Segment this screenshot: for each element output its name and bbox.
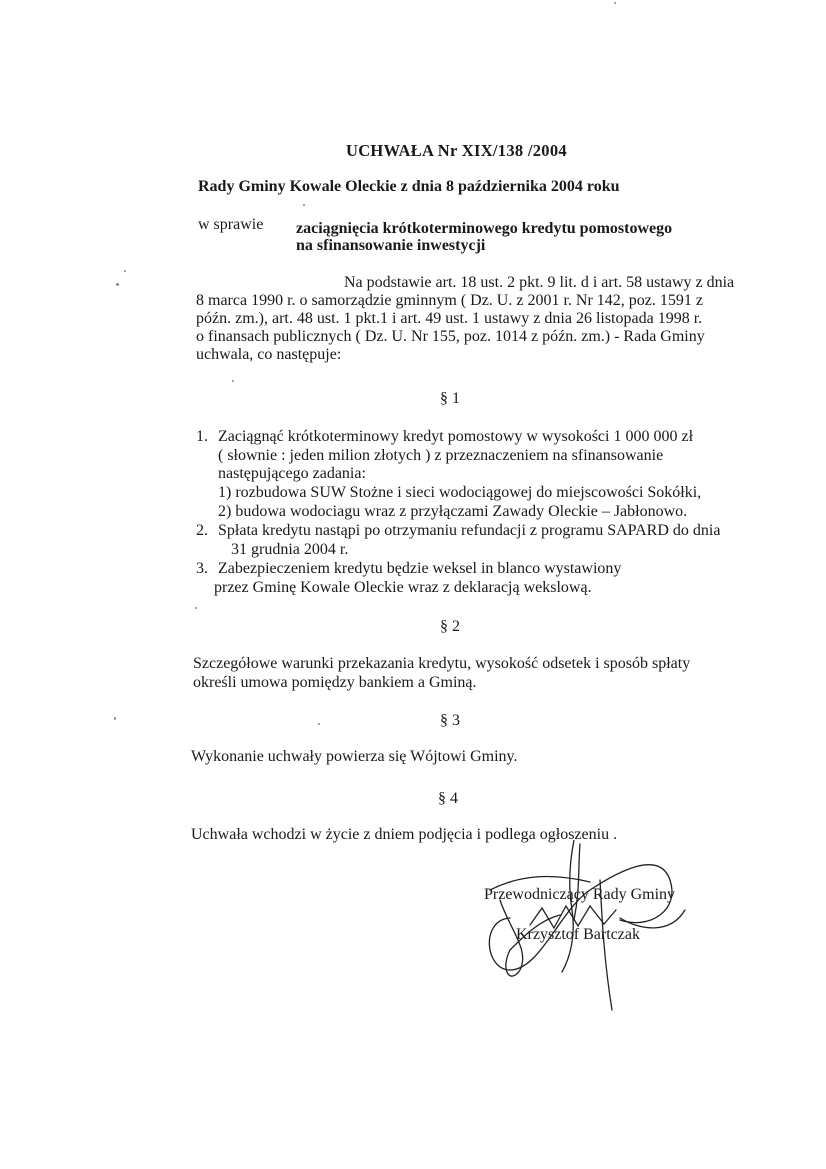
preamble-line-3: późn. zm.), art. 48 ust. 1 pkt.1 i art. 49 ust. 1 ustawy z dnia 26 listopada 1998 r. bbox=[196, 310, 703, 327]
item-1-line-5: 2) budowa wodociagu wraz z przyłączami Zawady Oleckie – Jabłonowo. bbox=[218, 503, 688, 520]
section-4-heading: § 4 bbox=[438, 790, 458, 807]
item-1-line-1: Zaciągnąć krótkoterminowy kredyt pomostowy w wysokości 1 000 000 zł bbox=[218, 428, 694, 445]
scan-speck bbox=[124, 270, 126, 272]
resolution-subtitle: Rady Gminy Kowale Oleckie z dnia 8 października 2004 roku bbox=[198, 178, 620, 195]
scan-speck bbox=[116, 283, 119, 286]
scan-speck bbox=[614, 2, 616, 4]
item-3-number: 3. bbox=[196, 560, 208, 577]
subject-label: w sprawie bbox=[198, 216, 264, 233]
item-1-line-2: ( słownie : jeden milion złotych ) z przeznaczeniem na sfinansowanie bbox=[218, 447, 664, 464]
preamble-line-1: Na podstawie art. 18 ust. 2 pkt. 9 lit. d i art. 58 ustawy z dnia bbox=[344, 274, 735, 291]
scan-speck bbox=[318, 723, 320, 725]
scan-speck bbox=[303, 204, 305, 206]
preamble-line-2: 8 marca 1990 r. o samorządzie gminnym ( Dz. U. z 2001 r. Nr 142, poz. 1591 z bbox=[196, 292, 703, 309]
item-3-line-1: Zabezpieczeniem kredytu będzie weksel in blanco wystawiony bbox=[218, 560, 622, 577]
item-1-number: 1. bbox=[196, 428, 208, 445]
handwritten-signature bbox=[470, 840, 710, 1020]
item-1-line-4: 1) rozbudowa SUW Stożne i sieci wodociągowej do miejscowości Sokółki, bbox=[218, 484, 702, 501]
section-2-line-2: określi umowa pomiędzy bankiem a Gminą. bbox=[193, 674, 477, 691]
signatory-role: Przewodniczący Rady Gminy bbox=[484, 886, 676, 903]
item-2-line-1: Spłata kredytu nastąpi po otrzymaniu refundacji z programu SAPARD do dnia bbox=[218, 522, 721, 539]
section-2-line-1: Szczegółowe warunki przekazania kredytu, wysokość odsetek i sposób spłaty bbox=[193, 655, 691, 672]
item-1-line-3: następującego zadania: bbox=[218, 465, 366, 482]
scan-speck bbox=[114, 717, 116, 720]
resolution-title: UCHWAŁA Nr XIX/138 /2004 bbox=[346, 141, 567, 160]
item-3-line-2: przez Gminę Kowale Oleckie wraz z deklaracją wekslową. bbox=[214, 579, 592, 596]
preamble-line-4: o finansach publicznych ( Dz. U. Nr 155, poz. 1014 z późn. zm.) - Rada Gminy bbox=[196, 328, 705, 345]
section-3-heading: § 3 bbox=[440, 712, 460, 729]
item-2-line-2: 31 grudnia 2004 r. bbox=[231, 541, 349, 558]
section-1-heading: § 1 bbox=[440, 390, 460, 407]
section-3-line-1: Wykonanie uchwały powierza się Wójtowi Gminy. bbox=[191, 748, 518, 765]
subject-line-1: zaciągnięcia krótkoterminowego kredytu pomostowego bbox=[296, 220, 673, 237]
item-2-number: 2. bbox=[196, 522, 208, 539]
section-2-heading: § 2 bbox=[440, 618, 460, 635]
scan-speck bbox=[195, 607, 197, 609]
section-4-line-1: Uchwała wchodzi w życie z dniem podjęcia i podlega ogłoszeniu . bbox=[191, 826, 618, 843]
scan-speck bbox=[232, 380, 234, 382]
signatory-name: Krzysztof Bartczak bbox=[516, 926, 640, 943]
subject-line-2: na sfinansowanie inwestycji bbox=[296, 237, 486, 254]
preamble-line-5: uchwala, co następuje: bbox=[196, 346, 342, 363]
